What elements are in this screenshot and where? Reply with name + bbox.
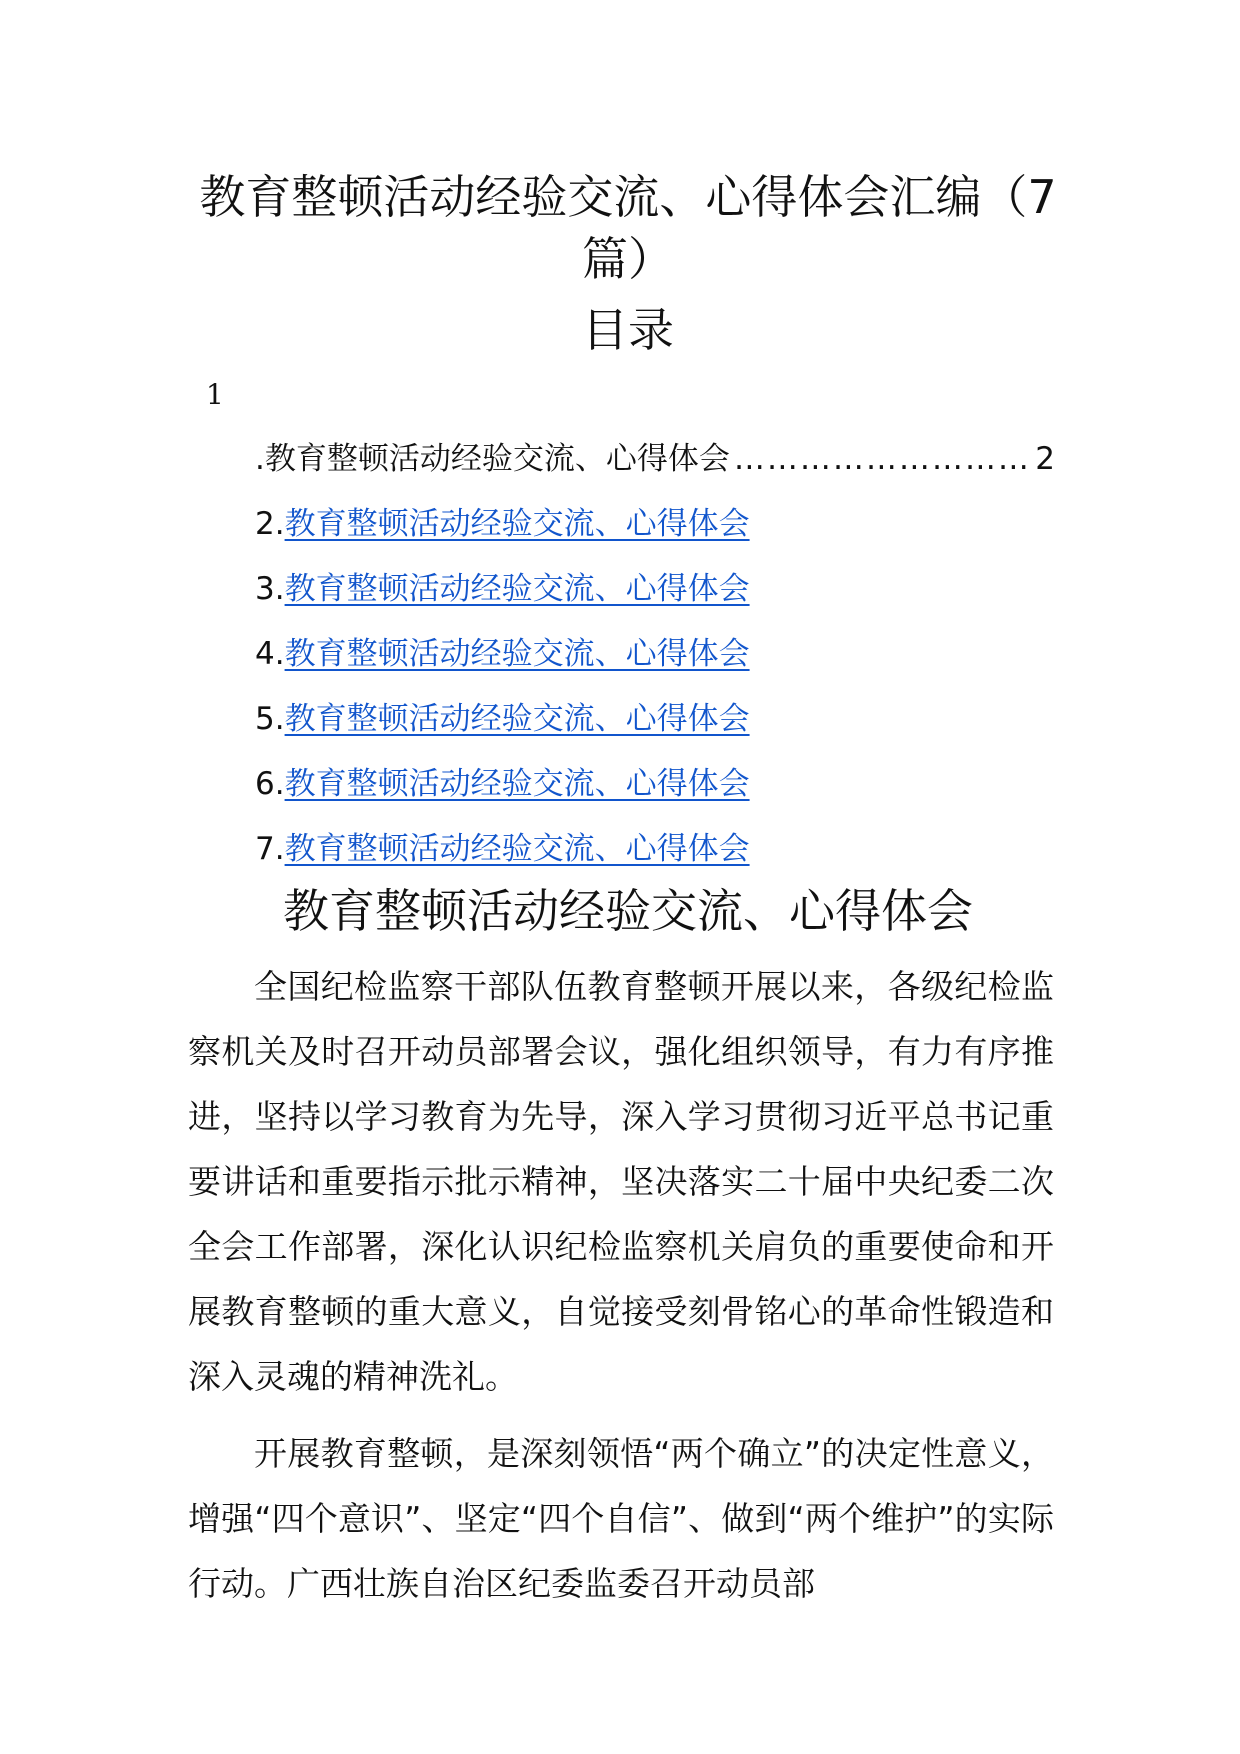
toc-item-number: 6.: [255, 766, 285, 802]
toc-item-3[interactable]: [255, 564, 1055, 629]
toc-item-1[interactable]: [255, 434, 1055, 499]
toc-link-7[interactable]: 教育整顿活动经验交流、心得体会: [284, 831, 750, 867]
toc-item-5[interactable]: [255, 694, 1055, 759]
section-title: 教育整顿活动经验交流、心得体会: [283, 884, 973, 938]
toc-link-2[interactable]: 教育整顿活动经验交流、心得体会: [284, 506, 750, 542]
document-title: 教育整顿活动经验交流、心得体会汇编（7篇）: [199, 170, 1057, 286]
toc-number: 1: [206, 378, 224, 411]
toc-link-3[interactable]: 教育整顿活动经验交流、心得体会: [284, 571, 750, 607]
toc-item-number: 2.: [255, 506, 285, 542]
toc-item-number: 3.: [255, 571, 285, 607]
toc-item-prefix: .: [255, 441, 265, 477]
toc-item-number: 4.: [255, 636, 285, 672]
body-text: [188, 954, 1054, 1616]
table-of-contents: [255, 434, 1055, 889]
toc-page-number: 2: [1035, 441, 1055, 477]
toc-item-2[interactable]: [255, 499, 1055, 564]
toc-heading: 目录: [582, 303, 674, 357]
toc-item-number: 7.: [255, 831, 285, 867]
toc-item-4[interactable]: [255, 629, 1055, 694]
toc-leader-dots: ………………………: [733, 441, 1031, 477]
toc-link-4[interactable]: 教育整顿活动经验交流、心得体会: [284, 636, 750, 672]
toc-item-label[interactable]: 教育整顿活动经验交流、心得体会: [264, 441, 730, 477]
paragraph-1: 全国纪检监察干部队伍教育整顿开展以来，各级纪检监察机关及时召开动员部署会议，强化组织领导，有力有序推进，坚持以学习教育为先导，深入学习贯彻习近平总书记重要讲话和重要指示批示精神，坚决落实二十届中央纪委二次全会工作部署，深化认识纪检监察机关肩负的重要使命和开展教育整顿的重大意义，自觉接受刻骨铭心的革命性锻造和深入灵魂的精神洗礼。: [188, 967, 1054, 1396]
toc-link-6[interactable]: 教育整顿活动经验交流、心得体会: [284, 766, 750, 802]
paragraph-2: 开展教育整顿，是深刻领悟“两个确立”的决定性意义，增强“四个意识”、坚定“四个自信”、做到“两个维护”的实际行动。广西壮族自治区纪委监委召开动员部: [188, 1434, 1054, 1603]
toc-link-5[interactable]: 教育整顿活动经验交流、心得体会: [284, 701, 750, 737]
toc-item-number: 5.: [255, 701, 285, 737]
toc-item-6[interactable]: [255, 759, 1055, 824]
